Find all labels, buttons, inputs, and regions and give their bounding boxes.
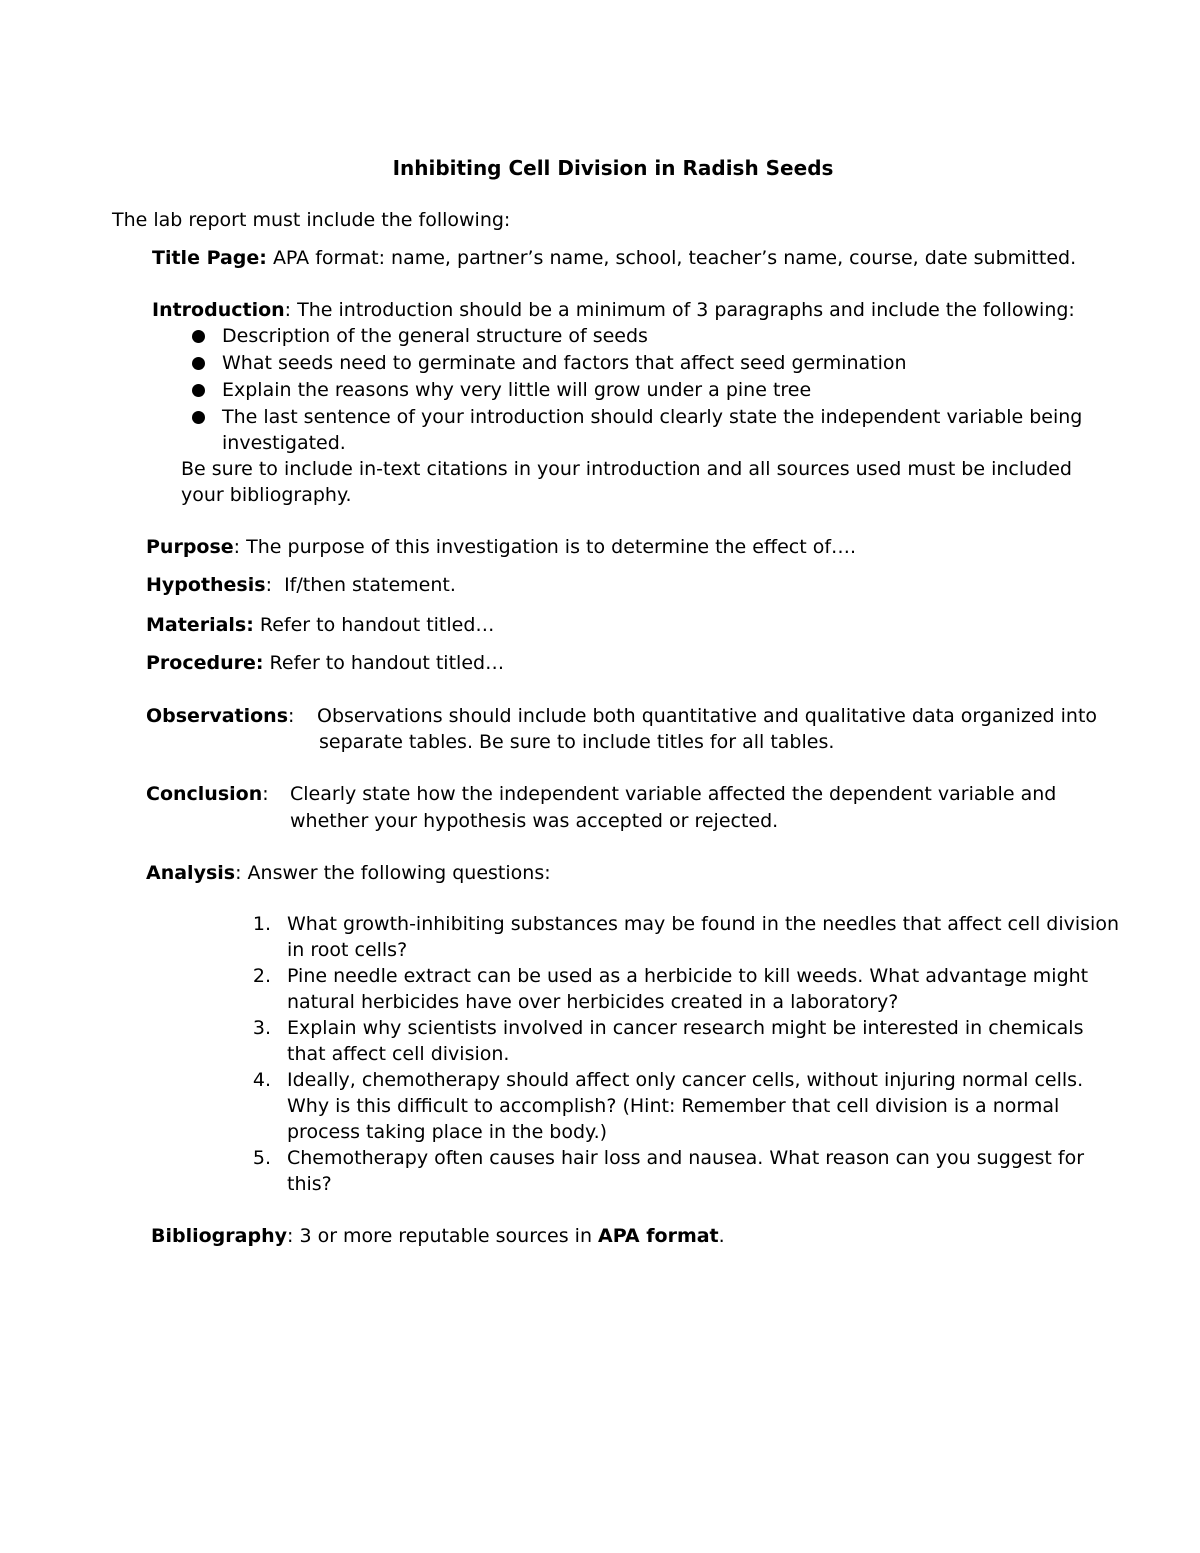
question-line: Why is this difficult to accomplish? (Hint: Remember that cell division is a normal [287,1095,1060,1117]
materials-section [146,612,494,638]
question-line: this? [287,1173,332,1195]
conclusion-section [146,781,269,807]
hypothesis-label: Hypothesis [146,574,266,596]
title-page-text: APA format: name, partner’s name, school, teacher’s name, course, date submitted. [272,247,1077,269]
introduction-text: The introduction should be a minimum of 3 paragraphs and include the following: [297,299,1075,321]
title-page-label: Title Page: [152,247,267,269]
question-number: 1. [252,913,271,935]
procedure-section [146,650,504,676]
materials-text: Refer to handout titled… [259,614,495,636]
analysis-colon: : [235,862,242,884]
hypothesis-section [146,572,456,598]
bibliography-section [151,1223,725,1249]
observations-text-line: separate tables. Be sure to include titles for all tables. [319,731,835,753]
conclusion-colon: : [262,783,269,805]
purpose-colon: : [233,536,241,558]
intro-note-line: Be sure to include in-text citations in your introduction and all sources used must be included [181,458,1072,480]
question-line: Chemotherapy often causes hair loss and nausea. What reason can you suggest for [287,1147,1085,1169]
analysis-section [146,860,551,886]
bullet-dot-icon [192,330,205,343]
materials-label: Materials: [146,614,254,636]
bibliography-emphasis: APA format [598,1225,719,1247]
question-line: Ideally, chemotherapy should affect only cancer cells, without injuring normal cells. [287,1069,1084,1091]
intro-line: The lab report must include the following: [112,209,511,231]
intro-note-line: your bibliography. [181,484,352,506]
question-line: Pine needle extract can be used as a herbicide to kill weeds. What advantage might [287,965,1089,987]
question-line: What growth-inhibiting substances may be found in the needles that affect cell division [287,913,1120,935]
hypothesis-text: If/then statement. [284,574,456,596]
question-number: 3. [252,1017,271,1039]
bibliography-text: 3 or more reputable sources in [299,1225,592,1247]
question-line: in root cells? [287,939,408,961]
intro-bullet: Description of the general structure of seeds [222,325,648,347]
intro-bullet: What seeds need to germinate and factors that affect seed germination [222,352,907,374]
bibliography-end: . [718,1225,725,1247]
introduction-label: Introduction [152,299,285,321]
question-line: process taking place in the body.) [287,1121,608,1143]
bibliography-label: Bibliography [151,1225,287,1247]
observations-text-line: Observations should include both quantitative and qualitative data organized into [317,705,1098,727]
introduction-colon: : [284,299,292,321]
conclusion-text-line: Clearly state how the independent variable affected the dependent variable and [290,783,1057,805]
question-number: 2. [252,965,271,987]
title-page-section [152,245,1076,271]
purpose-label: Purpose [146,536,234,558]
bullet-dot-icon [192,411,205,424]
observations-colon: : [288,705,295,727]
intro-bullet-continuation: investigated. [222,432,346,454]
purpose-text: The purpose of this investigation is to determine the effect of…. [246,536,857,558]
introduction-section [152,297,1075,323]
question-number: 5. [252,1147,271,1169]
observations-section [146,703,294,729]
bullet-dot-icon [192,384,205,397]
intro-bullet: The last sentence of your introduction should clearly state the independent variable being [222,406,1083,428]
bullet-dot-icon [192,357,205,370]
conclusion-label: Conclusion [146,783,263,805]
hypothesis-colon: : [265,574,272,596]
analysis-text: Answer the following questions: [247,862,551,884]
conclusion-text-line: whether your hypothesis was accepted or rejected. [290,810,779,832]
purpose-section [146,534,856,560]
question-line: that affect cell division. [287,1043,510,1065]
observations-label: Observations [146,705,289,727]
intro-bullet: Explain the reasons why very little will grow under a pine tree [222,379,812,401]
procedure-label: Procedure: [146,652,264,674]
analysis-label: Analysis [146,862,236,884]
question-line: natural herbicides have over herbicides created in a laboratory? [287,991,899,1013]
question-number: 4. [252,1069,271,1091]
question-line: Explain why scientists involved in cancer research might be interested in chemicals [287,1017,1084,1039]
procedure-text: Refer to handout titled… [269,652,505,674]
bibliography-colon: : [286,1225,294,1247]
page-title: Inhibiting Cell Division in Radish Seeds [392,156,834,180]
